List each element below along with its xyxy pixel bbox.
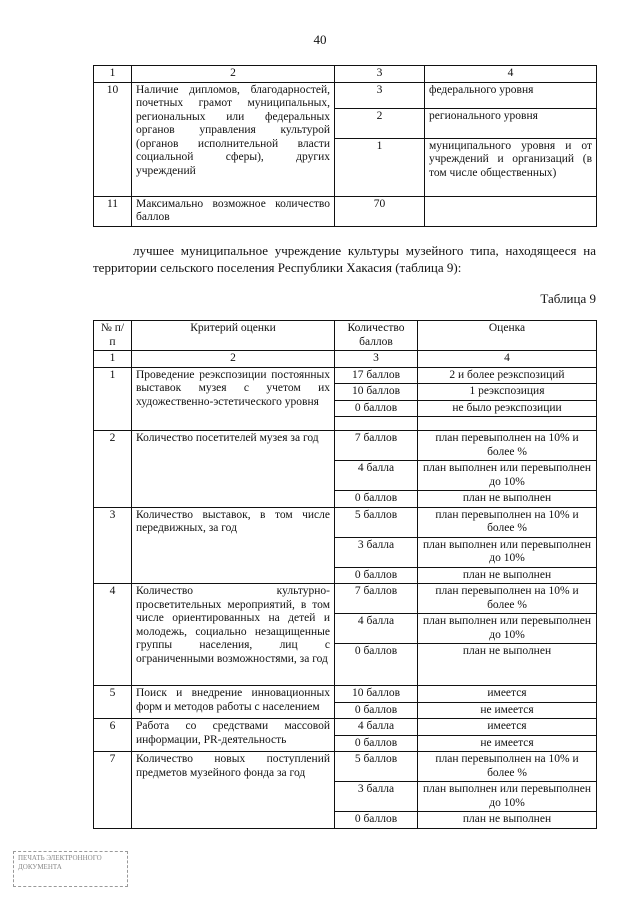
evaluation-cell: план перевыполнен на 10% и более %	[418, 584, 597, 614]
criterion-text: Количество выставок, в том числе передвижных, за год	[132, 507, 335, 584]
points-cell: 0 баллов	[335, 400, 418, 417]
evaluation-cell: план выполнен или перевыполнен до 10%	[418, 461, 597, 491]
points-cell: 7 баллов	[335, 584, 418, 614]
criterion-text: Поиск и внедрение инновационных форм и методов работы с населением	[132, 686, 335, 719]
points-cell: 3 балла	[335, 782, 418, 812]
points-cell: 0 баллов	[335, 735, 418, 752]
empty-cell	[335, 417, 418, 431]
evaluation-cell	[425, 196, 597, 226]
points-cell: 5 баллов	[335, 507, 418, 537]
points-cell: 0 баллов	[335, 491, 418, 508]
points-cell: 17 баллов	[335, 367, 418, 384]
electronic-signature-stamp	[13, 851, 128, 887]
criterion-text: Работа со средствами массовой информации, PR-деятельность	[132, 719, 335, 752]
table-row	[94, 431, 597, 461]
criterion-text: Проведение реэкспозиции постоянных выставок музея с учетом их художественно-эстетического уровня	[132, 367, 335, 431]
evaluation-cell: план выполнен или перевыполнен до 10%	[418, 537, 597, 567]
points-cell: 4 балла	[335, 614, 418, 644]
row-number: 1	[94, 367, 132, 431]
header-evaluation: Оценка	[418, 321, 597, 351]
points-cell: 5 баллов	[335, 752, 418, 782]
points-cell: 4 балла	[335, 719, 418, 736]
table-row	[94, 507, 597, 537]
points-cell: 3 балла	[335, 537, 418, 567]
points-cell: 70	[335, 196, 425, 226]
criterion-text: Наличие дипломов, благодарностей, почетных грамот муниципальных, региональных или федеральных органов управления культурой (органов исполнительной власти социальной сферы), других учреждений	[132, 82, 335, 196]
criterion-text: Максимально возможное количество баллов	[132, 196, 335, 226]
header-criterion: Критерий оценки	[132, 321, 335, 351]
table-row	[94, 82, 597, 108]
evaluation-cell: имеется	[418, 686, 597, 703]
points-cell: 10 баллов	[335, 686, 418, 703]
evaluation-cell: план перевыполнен на 10% и более %	[418, 507, 597, 537]
evaluation-cell: не было реэкспозиции	[418, 400, 597, 417]
table-row	[94, 719, 597, 736]
evaluation-cell: план не выполнен	[418, 812, 597, 829]
criterion-text: Количество культурно-просветительных мероприятий, в том числе ориентированных на детей и молодежь, социально незащищенные группы населения, лиц с ограниченными возможностями, за год	[132, 584, 335, 686]
table-row	[94, 66, 597, 83]
evaluation-cell: регионального уровня	[425, 108, 597, 138]
row-number: 10	[94, 82, 132, 196]
evaluation-cell: план выполнен или перевыполнен до 10%	[418, 782, 597, 812]
evaluation-cell: план не выполнен	[418, 644, 597, 686]
column-number: 3	[335, 351, 418, 368]
row-number: 2	[94, 431, 132, 508]
table-row	[94, 351, 597, 368]
body-paragraph: лучшее муниципальное учреждение культуры музейного типа, находящееся на территории сельского поселения Республики Хакасия (таблица 9):	[93, 243, 596, 275]
column-number: 1	[94, 66, 132, 83]
row-number: 11	[94, 196, 132, 226]
column-number: 3	[335, 66, 425, 83]
table-caption: Таблица 9	[540, 291, 596, 306]
points-cell: 4 балла	[335, 461, 418, 491]
criterion-text: Количество новых поступлений предметов музейного фонда за год	[132, 752, 335, 829]
evaluation-cell: 1 реэкспозиция	[418, 384, 597, 401]
evaluation-cell: план перевыполнен на 10% и более %	[418, 752, 597, 782]
header-number: № п/п	[94, 321, 132, 351]
points-cell: 2	[335, 108, 425, 138]
table-row	[94, 584, 597, 614]
evaluation-cell: не имеется	[418, 735, 597, 752]
points-cell: 10 баллов	[335, 384, 418, 401]
points-cell: 0 баллов	[335, 644, 418, 686]
points-cell: 0 баллов	[335, 567, 418, 584]
evaluation-cell: план не выполнен	[418, 491, 597, 508]
points-cell: 7 баллов	[335, 431, 418, 461]
evaluation-cell: муниципального уровня и от учреждений и организаций (в том числе общественных)	[425, 138, 597, 196]
evaluation-cell: имеется	[418, 719, 597, 736]
stamp-text: ПЕЧАТЬ ЭЛЕКТРОННОГО ДОКУМЕНТА	[18, 854, 102, 871]
points-cell: 3	[335, 82, 425, 108]
evaluation-cell: план не выполнен	[418, 567, 597, 584]
header-points: Количество баллов	[335, 321, 418, 351]
points-cell: 0 баллов	[335, 812, 418, 829]
table-continuation	[93, 65, 597, 227]
evaluation-cell: 2 и более реэкспозиций	[418, 367, 597, 384]
table-row	[94, 752, 597, 782]
row-number: 3	[94, 507, 132, 584]
column-number: 2	[132, 66, 335, 83]
page-number: 40	[313, 32, 327, 47]
row-number: 6	[94, 719, 132, 752]
column-number: 2	[132, 351, 335, 368]
evaluation-cell: не имеется	[418, 702, 597, 719]
column-number: 1	[94, 351, 132, 368]
row-number: 7	[94, 752, 132, 829]
table-header-row	[94, 321, 597, 351]
criterion-text: Количество посетителей музея за год	[132, 431, 335, 508]
evaluation-cell: федерального уровня	[425, 82, 597, 108]
points-cell: 0 баллов	[335, 702, 418, 719]
table-row	[94, 196, 597, 226]
points-cell: 1	[335, 138, 425, 196]
row-number: 4	[94, 584, 132, 686]
table-9	[93, 320, 597, 829]
table-row	[94, 686, 597, 703]
column-number: 4	[425, 66, 597, 83]
table-row	[94, 367, 597, 384]
column-number: 4	[418, 351, 597, 368]
evaluation-cell: план перевыполнен на 10% и более %	[418, 431, 597, 461]
empty-cell	[418, 417, 597, 431]
row-number: 5	[94, 686, 132, 719]
evaluation-cell: план выполнен или перевыполнен до 10%	[418, 614, 597, 644]
